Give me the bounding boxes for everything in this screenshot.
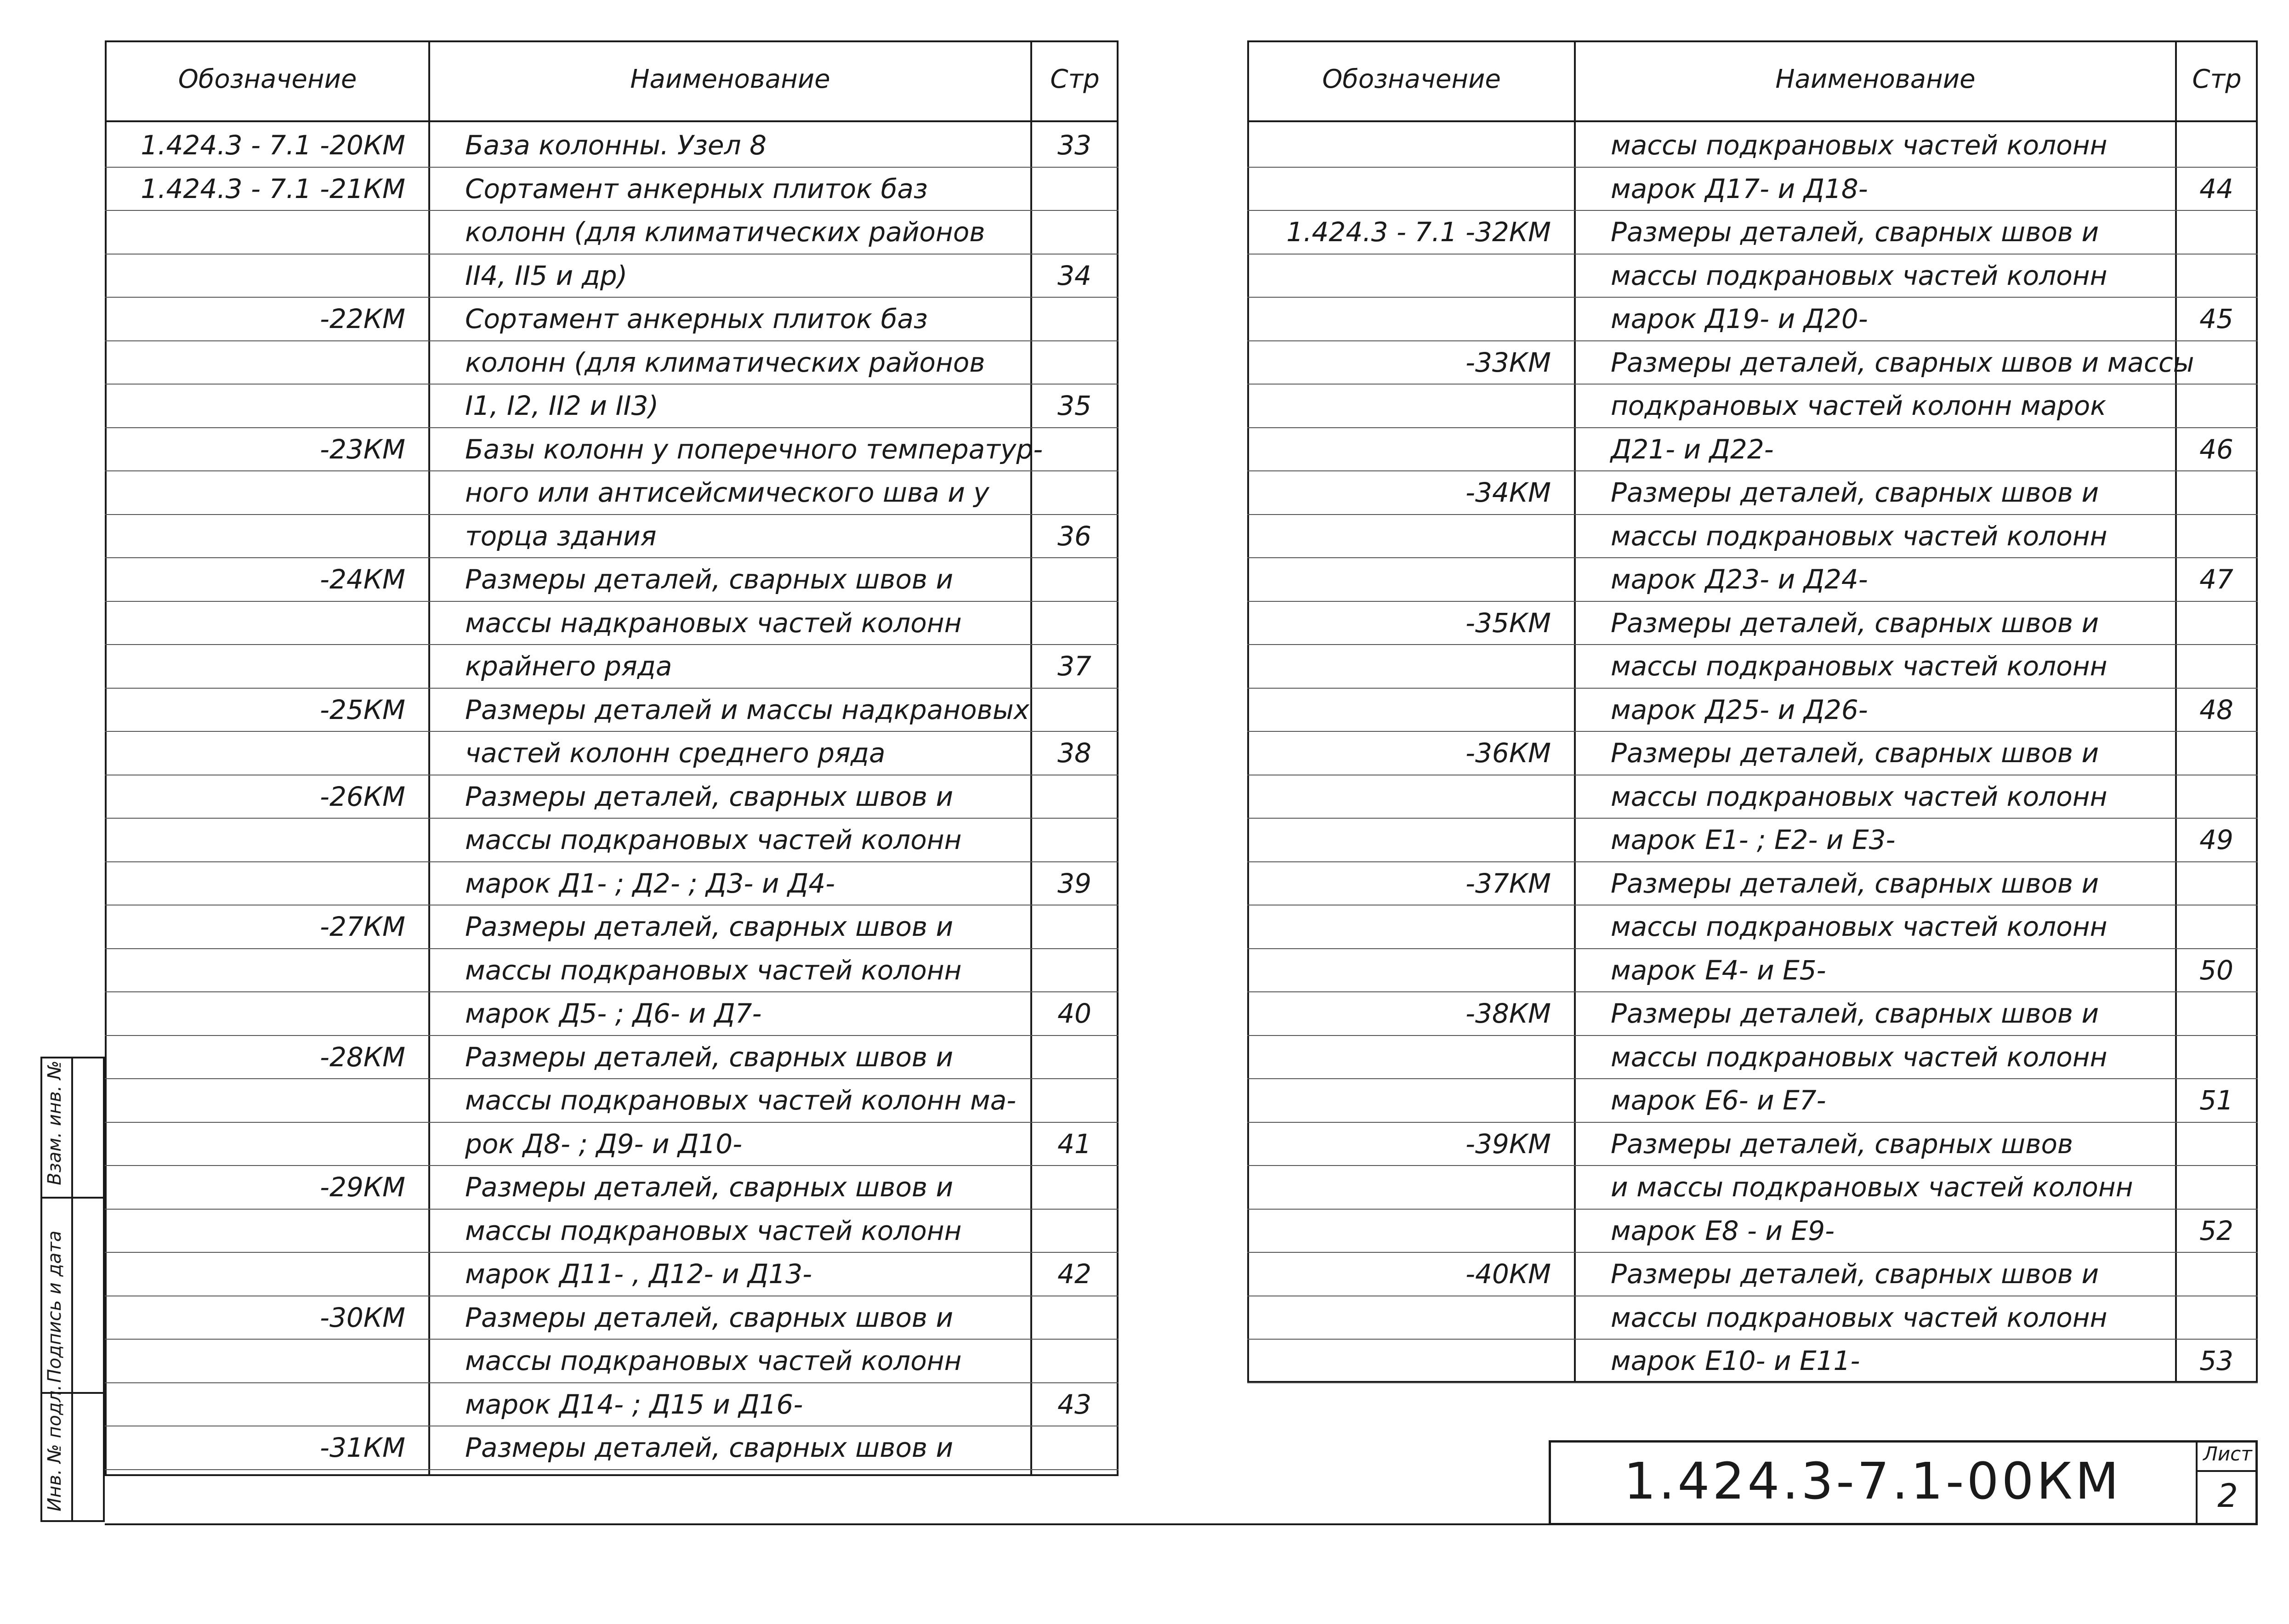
- page-cell: 45: [2199, 303, 2233, 334]
- page-cell: [1030, 905, 1119, 949]
- designation-cell: [105, 948, 428, 992]
- page-cell: [1030, 1339, 1119, 1383]
- page-cell: [1030, 210, 1119, 254]
- designation-cell: -29КМ: [320, 1171, 405, 1203]
- title-block-divider: [2196, 1440, 2198, 1525]
- name-cell: Размеры деталей, сварных швов и: [465, 781, 954, 812]
- designation-cell: [1247, 775, 1574, 819]
- name-cell: Размеры деталей, сварных швов и: [465, 1041, 954, 1073]
- document-code: 1.424.3-7.1-00КМ: [1624, 1452, 2122, 1511]
- page-cell: 49: [2199, 824, 2233, 855]
- name-cell: Размеры деталей, сварных швов и: [465, 1301, 954, 1333]
- page-cell: [1030, 1078, 1119, 1122]
- page-cell: [1030, 1209, 1119, 1253]
- designation-cell: [105, 210, 428, 254]
- page-cell: 36: [1057, 520, 1091, 552]
- name-cell: Д21- и Д22-: [1611, 433, 1774, 465]
- name-cell: крайнего ряда: [465, 651, 672, 682]
- name-cell: База колонны. Узел 8: [465, 130, 767, 161]
- name-cell: марок Д5- ; Д6- и Д7-: [465, 998, 762, 1029]
- name-cell: марок Д19- и Д20-: [1611, 303, 1868, 334]
- designation-cell: [1247, 384, 1574, 428]
- name-cell: массы подкрановых частей колонн: [465, 1345, 962, 1376]
- designation-cell: [105, 514, 428, 558]
- side-sign-date-label: Подпись и дата: [44, 1230, 65, 1383]
- name-cell: марок Д17- и Д18-: [1611, 173, 1868, 204]
- designation-cell: [105, 601, 428, 645]
- designation-cell: -37КМ: [1465, 867, 1551, 899]
- name-cell: частей колонн среднего ряда: [465, 737, 886, 769]
- designation-cell: [105, 991, 428, 1036]
- page-cell: [2175, 123, 2258, 167]
- name-cell: Размеры деталей, сварных швов и массы: [1611, 346, 2194, 378]
- designation-cell: 1.424.3 - 7.1 -21КМ: [141, 173, 405, 204]
- name-cell: марок Д14- ; Д15 и Д16-: [465, 1388, 803, 1420]
- designation-cell: [105, 1209, 428, 1253]
- name-cell: массы подкрановых частей колонн: [465, 954, 962, 986]
- page-cell: 42: [1057, 1258, 1091, 1290]
- name-cell: Размеры деталей и массы надкрановых: [465, 694, 1029, 725]
- name-cell: подкрановых частей колонн марок: [1611, 390, 2107, 421]
- name-cell: Размеры деталей, сварных швов и: [1611, 998, 2099, 1029]
- page-cell: [2175, 731, 2258, 775]
- page-cell: [1030, 1035, 1119, 1079]
- name-cell: массы подкрановых частей колонн: [465, 824, 962, 855]
- name-cell: марок Е6- и Е7-: [1611, 1085, 1826, 1116]
- right-header-name: Наименование: [1775, 64, 1976, 94]
- left-header-page: Стр: [1050, 64, 1100, 94]
- page-cell: 50: [2199, 954, 2233, 986]
- title-block-sheet-rule: [2196, 1470, 2258, 1472]
- designation-cell: [1247, 948, 1574, 992]
- name-cell: Базы колонн у поперечного температур-: [465, 433, 1043, 465]
- name-cell: массы подкрановых частей колонн: [1611, 781, 2107, 812]
- page-cell: 51: [2199, 1085, 2233, 1116]
- left-header-designation: Обозначение: [178, 64, 357, 94]
- designation-cell: 1.424.3 - 7.1 -20КМ: [141, 130, 405, 161]
- name-cell: Размеры деталей, сварных швов и: [465, 564, 954, 595]
- name-cell: массы подкрановых частей колонн: [1611, 651, 2107, 682]
- designation-cell: -40КМ: [1465, 1258, 1551, 1290]
- page-cell: [2175, 254, 2258, 298]
- page-cell: 43: [1057, 1388, 1091, 1420]
- page-cell: [1030, 1426, 1119, 1470]
- page-cell: 33: [1057, 130, 1091, 161]
- name-cell: II4, II5 и др): [465, 260, 628, 291]
- designation-cell: -24КМ: [320, 564, 405, 595]
- page-cell: [1030, 1165, 1119, 1209]
- designation-cell: [1247, 644, 1574, 688]
- designation-cell: [1247, 427, 1574, 471]
- designation-cell: -25КМ: [320, 694, 405, 725]
- name-cell: Сортамент анкерных плиток баз: [465, 173, 928, 204]
- left-header-rule: [105, 120, 1119, 122]
- page-cell: [2175, 210, 2258, 254]
- sheet-number: 2: [2217, 1477, 2238, 1515]
- designation-cell: [1247, 1035, 1574, 1079]
- page-cell: 35: [1057, 390, 1091, 421]
- name-cell: марок Д25- и Д26-: [1611, 694, 1868, 725]
- page-cell: 52: [2199, 1215, 2233, 1246]
- designation-cell: [1247, 818, 1574, 862]
- name-cell: Размеры деталей, сварных швов и: [465, 1432, 954, 1463]
- name-cell: колонн (для климатических районов: [465, 216, 985, 248]
- page-cell: [1030, 948, 1119, 992]
- name-cell: массы надкрановых частей колонн: [465, 607, 962, 639]
- designation-cell: -38КМ: [1465, 998, 1551, 1029]
- page-cell: [1030, 427, 1119, 471]
- designation-cell: [105, 384, 428, 428]
- name-cell: рок Д8- ; Д9- и Д10-: [465, 1128, 743, 1160]
- page-cell: 34: [1057, 260, 1091, 291]
- designation-cell: [1247, 1209, 1574, 1253]
- page-cell: [2175, 1296, 2258, 1340]
- name-cell: массы подкрановых частей колонн: [465, 1215, 962, 1246]
- designation-cell: [1247, 297, 1574, 341]
- name-cell: марок Д1- ; Д2- ; Д3- и Д4-: [465, 867, 835, 899]
- right-header-rule: [1247, 120, 2258, 122]
- designation-cell: -36КМ: [1465, 737, 1551, 769]
- designation-cell: [105, 818, 428, 862]
- designation-cell: [105, 731, 428, 775]
- page-cell: 37: [1057, 651, 1091, 682]
- designation-cell: [1247, 688, 1574, 732]
- name-cell: Размеры деталей, сварных швов: [1611, 1128, 2073, 1160]
- designation-cell: [105, 1252, 428, 1296]
- page-cell: [2175, 1035, 2258, 1079]
- designation-cell: -34КМ: [1465, 477, 1551, 508]
- designation-cell: -22КМ: [320, 303, 405, 334]
- designation-cell: -33КМ: [1465, 346, 1551, 378]
- left-header-name: Наименование: [630, 64, 830, 94]
- page-cell: [2175, 1165, 2258, 1209]
- name-cell: Размеры деталей, сварных швов и: [465, 1171, 954, 1203]
- name-cell: колонн (для климатических районов: [465, 346, 985, 378]
- name-cell: марок Е1- ; Е2- и Е3-: [1611, 824, 1896, 855]
- designation-cell: -23КМ: [320, 433, 405, 465]
- designation-cell: -27КМ: [320, 911, 405, 942]
- name-cell: массы подкрановых частей колонн ма-: [465, 1085, 1017, 1116]
- page-cell: 40: [1057, 998, 1091, 1029]
- page-cell: [1030, 340, 1119, 385]
- name-cell: Размеры деталей, сварных швов и: [1611, 216, 2099, 248]
- page-cell: [2175, 340, 2258, 385]
- page-cell: [2175, 601, 2258, 645]
- designation-cell: -28КМ: [320, 1041, 405, 1073]
- designation-cell: [1247, 1296, 1574, 1340]
- designation-cell: [105, 1382, 428, 1426]
- page-cell: [1030, 601, 1119, 645]
- designation-cell: -26КМ: [320, 781, 405, 812]
- name-cell: Размеры деталей, сварных швов и: [1611, 607, 2099, 639]
- side-inv-no-label: Взам. инв. №: [44, 1060, 65, 1185]
- page-cell: [2175, 1252, 2258, 1296]
- page-cell: [2175, 644, 2258, 688]
- right-header-designation: Обозначение: [1322, 64, 1501, 94]
- designation-cell: [105, 644, 428, 688]
- sheet-label: Лист: [2203, 1443, 2252, 1465]
- name-cell: I1, I2, II2 и II3): [465, 390, 659, 421]
- designation-cell: [1247, 1078, 1574, 1122]
- page-cell: [1030, 297, 1119, 341]
- name-cell: Сортамент анкерных плиток баз: [465, 303, 928, 334]
- designation-cell: [1247, 123, 1574, 167]
- name-cell: Размеры деталей, сварных швов и: [1611, 867, 2099, 899]
- page-cell: 44: [2199, 173, 2233, 204]
- designation-cell: -31КМ: [320, 1432, 405, 1463]
- designation-cell: -35КМ: [1465, 607, 1551, 639]
- name-cell: массы подкрановых частей колонн: [1611, 260, 2107, 291]
- page-cell: [1030, 470, 1119, 515]
- name-cell: и массы подкрановых частей колонн: [1611, 1171, 2133, 1203]
- designation-cell: [1247, 557, 1574, 601]
- page-cell: 38: [1057, 737, 1091, 769]
- name-cell: массы подкрановых частей колонн: [1611, 911, 2107, 942]
- page-cell: [2175, 861, 2258, 905]
- page-cell: 41: [1057, 1128, 1091, 1160]
- name-cell: марок Е8 - и Е9-: [1611, 1215, 1835, 1246]
- designation-cell: [105, 1339, 428, 1383]
- name-cell: марок Е4- и Е5-: [1611, 954, 1826, 986]
- name-cell: Размеры деталей, сварных швов и: [1611, 477, 2099, 508]
- designation-cell: [1247, 905, 1574, 949]
- name-cell: массы подкрановых частей колонн: [1611, 130, 2107, 161]
- page-cell: [1030, 557, 1119, 601]
- designation-cell: [105, 861, 428, 905]
- designation-cell: [105, 470, 428, 515]
- page-cell: [2175, 1122, 2258, 1166]
- name-cell: массы подкрановых частей колонн: [1611, 1301, 2107, 1333]
- page-cell: 46: [2199, 433, 2233, 465]
- designation-cell: -39КМ: [1465, 1128, 1551, 1160]
- designation-cell: [105, 340, 428, 385]
- designation-cell: 1.424.3 - 7.1 -32КМ: [1286, 216, 1551, 248]
- sheet-bottom-border: [105, 1523, 2258, 1525]
- name-cell: торца здания: [465, 520, 657, 552]
- designation-cell: [1247, 167, 1574, 211]
- page-cell: 39: [1057, 867, 1091, 899]
- page-cell: [2175, 384, 2258, 428]
- side-strip-divider: [71, 1057, 73, 1522]
- page-cell: [2175, 514, 2258, 558]
- page-cell: [2175, 991, 2258, 1036]
- page-cell: [1030, 167, 1119, 211]
- page-cell: 47: [2199, 564, 2233, 595]
- name-cell: марок Д11- , Д12- и Д13-: [465, 1258, 812, 1290]
- page-cell: [2175, 905, 2258, 949]
- page-cell: [1030, 688, 1119, 732]
- designation-cell: [1247, 254, 1574, 298]
- name-cell: ного или антисейсмического шва и у: [465, 477, 989, 508]
- designation-cell: [1247, 1165, 1574, 1209]
- right-header-page: Стр: [2192, 64, 2242, 94]
- designation-cell: [1247, 1339, 1574, 1383]
- page-cell: 48: [2199, 694, 2233, 725]
- name-cell: марок Е10- и Е11-: [1611, 1345, 1860, 1376]
- name-cell: массы подкрановых частей колонн: [1611, 520, 2107, 552]
- name-cell: Размеры деталей, сварных швов и: [1611, 1258, 2099, 1290]
- page-cell: [1030, 775, 1119, 819]
- designation-cell: [105, 1078, 428, 1122]
- name-cell: массы подкрановых частей колонн: [1611, 1041, 2107, 1073]
- designation-cell: -30КМ: [320, 1301, 405, 1333]
- side-orig-inv-label: Инв. № подл.: [44, 1385, 65, 1511]
- page-cell: [2175, 775, 2258, 819]
- side-strip-rule-1: [40, 1197, 105, 1199]
- page-cell: [1030, 1296, 1119, 1340]
- designation-cell: [105, 1122, 428, 1166]
- designation-cell: [105, 254, 428, 298]
- name-cell: Размеры деталей, сварных швов и: [465, 911, 954, 942]
- designation-cell: [1247, 514, 1574, 558]
- page-cell: [2175, 470, 2258, 515]
- page-cell: [1030, 818, 1119, 862]
- name-cell: Размеры деталей, сварных швов и: [1611, 737, 2099, 769]
- page-cell: 53: [2199, 1345, 2233, 1376]
- name-cell: марок Д23- и Д24-: [1611, 564, 1868, 595]
